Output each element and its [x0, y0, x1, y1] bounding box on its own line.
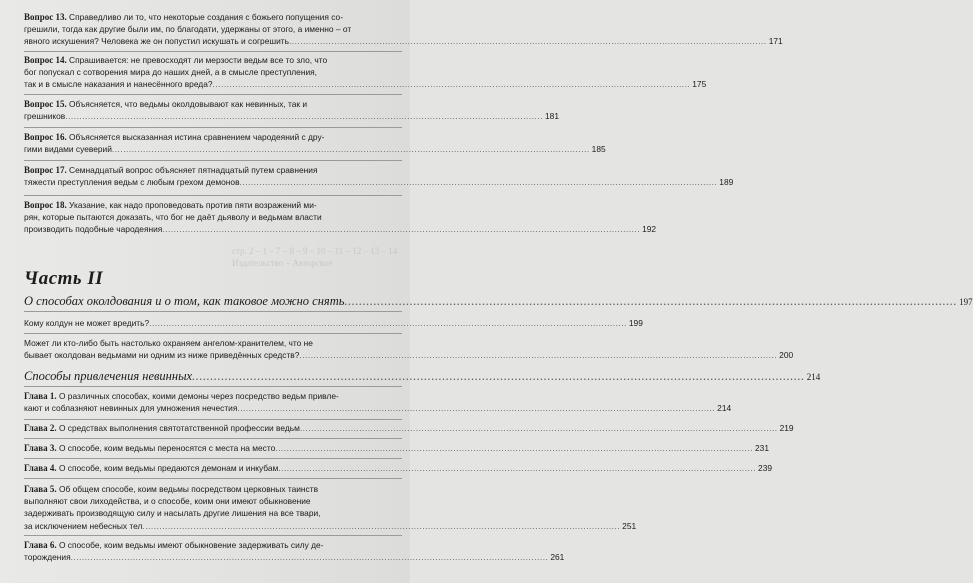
entry-text: так и в смысле наказания и нанесённого вреда?: [24, 79, 213, 90]
entry-label: Глава 4.: [24, 463, 57, 473]
page-number: 214: [717, 403, 732, 414]
entry-text: бывает околдован ведьмами ни одним из ниже приведённых средств?: [24, 350, 300, 361]
entry-text: Объясняется, что ведьмы околдовывают как невинных, так и: [69, 99, 308, 109]
toc-entry-chapter-5[interactable]: [24, 483, 637, 532]
divider: [24, 386, 402, 387]
leader-dots: [65, 110, 543, 122]
toc-entry-question-17[interactable]: [24, 164, 734, 188]
entry-text: Об общем способе, коим ведьмы посредством церковных таинств: [58, 484, 319, 494]
page-number: 185: [591, 144, 606, 155]
toc-entry-part-2[interactable]: [24, 294, 973, 309]
page-number: 200: [779, 350, 794, 361]
divider: [24, 535, 402, 536]
divider: [24, 160, 402, 161]
toc-entry-chapter-2[interactable]: [24, 422, 794, 434]
divider: [24, 333, 402, 334]
page-number: 181: [545, 111, 559, 122]
entry-text: Может ли кто-либо быть настолько охраняем ангелом-хранителем, что не: [24, 338, 313, 348]
page-number: 175: [692, 79, 707, 90]
leader-dots: [289, 35, 767, 47]
leader-dots: [344, 294, 957, 309]
divider: [24, 478, 402, 479]
page-number: 239: [758, 463, 773, 473]
toc-entry-section[interactable]: [24, 369, 821, 384]
page-number: 251: [622, 520, 637, 531]
entry-text: бог попускал с сотворения мира до наших дней, а в смысле преступления,: [24, 67, 317, 78]
leader-dots: [278, 462, 756, 474]
entry-text: Указание, как надо проповедовать против пяти возражений ми-: [69, 200, 317, 210]
page-number: 219: [779, 423, 794, 433]
entry-text: задерживать производящую силу и насылать другие лишения на все твари,: [24, 508, 321, 519]
entry-text: О различных способах, коими демоны через посредство ведьм привле-: [58, 391, 339, 401]
entry-label: Глава 1.: [24, 391, 57, 401]
entry-text: О способе, коим ведьмы переносятся с места на место: [58, 443, 276, 453]
entry-text: явного искушения? Человека же он попустил искушать и согрешить: [24, 36, 289, 47]
divider: [24, 419, 402, 420]
divider: [24, 438, 402, 439]
leader-dots: [300, 422, 778, 434]
entry-label: Вопрос 18.: [24, 200, 67, 210]
toc-entry-question-13[interactable]: [24, 11, 783, 48]
page-number: 171: [768, 36, 783, 47]
entry-label: Глава 2.: [24, 423, 57, 433]
entry-text: О способе, коим ведьмы предаются демонам и инкубам: [58, 463, 279, 473]
entry-text: за исключением небесных тел: [24, 520, 143, 531]
leader-dots: [213, 78, 691, 90]
page-number: 214: [806, 372, 821, 382]
divider: [24, 127, 402, 128]
toc-entry-question-18[interactable]: [24, 199, 657, 236]
entry-text: Кому колдун не может вредить?: [24, 318, 150, 328]
toc-entry-chapter-3[interactable]: [24, 442, 769, 454]
divider: [24, 311, 402, 312]
toc-entry-chapter-6[interactable]: [24, 539, 565, 563]
entry-text: О способе, коим ведьмы имеют обыкновение задерживать силу де-: [58, 540, 324, 550]
entry-text: О средствах выполнения святотатственной профессии ведьм: [58, 423, 300, 433]
divider: [24, 458, 402, 459]
leader-dots: [299, 349, 777, 361]
entry-text: Спрашивается: не превосходят ли мерзости ведьм все то зло, что: [69, 55, 328, 65]
leader-dots: [142, 520, 620, 532]
toc-entry-question-14[interactable]: [24, 54, 707, 91]
entry-label: Вопрос 14.: [24, 55, 67, 65]
leader-dots: [71, 551, 549, 563]
leader-dots: [237, 402, 715, 414]
toc-entry-question-16[interactable]: [24, 131, 606, 155]
entry-text: рян, которые пытаются доказать, что бог не даёт дьяволу и ведьмам власти: [24, 212, 322, 223]
toc-entry-question[interactable]: [24, 317, 643, 329]
entry-text: тяжести преступления ведьм с любым грехом демонов: [24, 177, 240, 188]
divider: [24, 195, 402, 196]
bleed-through-text: стр. 2 – 1 – 7 – 8 – 9 – 10 – 11 – 12 – 13 – 14: [232, 246, 398, 256]
divider: [24, 94, 402, 95]
entry-label: Вопрос 17.: [24, 165, 67, 175]
entry-text: торождения: [24, 552, 71, 563]
page-number: 189: [719, 177, 734, 188]
leader-dots: [149, 317, 627, 329]
entry-label: Глава 3.: [24, 443, 57, 453]
leader-dots: [240, 176, 718, 188]
page-number: 231: [755, 443, 769, 453]
entry-text: Семнадцатый вопрос объясняет пятнадцатый путем сравнения: [69, 165, 318, 175]
entry-text: производить подобные чародеяния: [24, 224, 163, 235]
entry-text: грешников: [24, 111, 66, 122]
toc-entry-chapter-1[interactable]: [24, 390, 732, 414]
entry-label: Вопрос 16.: [24, 132, 67, 142]
page-number: 197: [959, 297, 973, 307]
leader-dots: [192, 369, 805, 384]
entry-label: Глава 5.: [24, 484, 57, 494]
entry-label: Вопрос 13.: [24, 12, 67, 22]
toc-entry-chapter-4[interactable]: [24, 462, 773, 474]
leader-dots: [275, 442, 753, 454]
entry-text: кают и соблазняют невинных для умножения нечестия: [24, 403, 238, 414]
entry-text: гими видами суеверий: [24, 144, 112, 155]
part-title: Часть II: [24, 268, 104, 289]
toc-entry-question[interactable]: [24, 337, 794, 361]
page-number: 199: [628, 318, 643, 328]
entry-label: Вопрос 15.: [24, 99, 67, 109]
divider: [24, 51, 402, 52]
page-number: 261: [550, 552, 565, 563]
page-number: 192: [642, 224, 657, 235]
entry-text: Объясняется высказанная истина сравнением чародеяний с дру-: [69, 132, 325, 142]
toc-entry-question-15[interactable]: [24, 98, 559, 122]
entry-label: Глава 6.: [24, 540, 57, 550]
entry-text: выполняют свои лиходейства, и о способе, коим они имеют обыкновение: [24, 496, 311, 507]
leader-dots: [112, 143, 590, 155]
leader-dots: [162, 223, 640, 235]
part-subtitle: О способах околдования и о том, как таковое можно снять: [24, 294, 345, 308]
entry-text: грешили, тогда как другие были им, по благодати, удержаны от этого, а именно – от: [24, 24, 352, 35]
bleed-through-text: Издательство – Авторское: [232, 258, 333, 268]
section-title: Способы привлечения невинных: [24, 369, 193, 383]
entry-text: Справедливо ли то, что некоторые создания с божьего попущения со-: [69, 12, 343, 22]
